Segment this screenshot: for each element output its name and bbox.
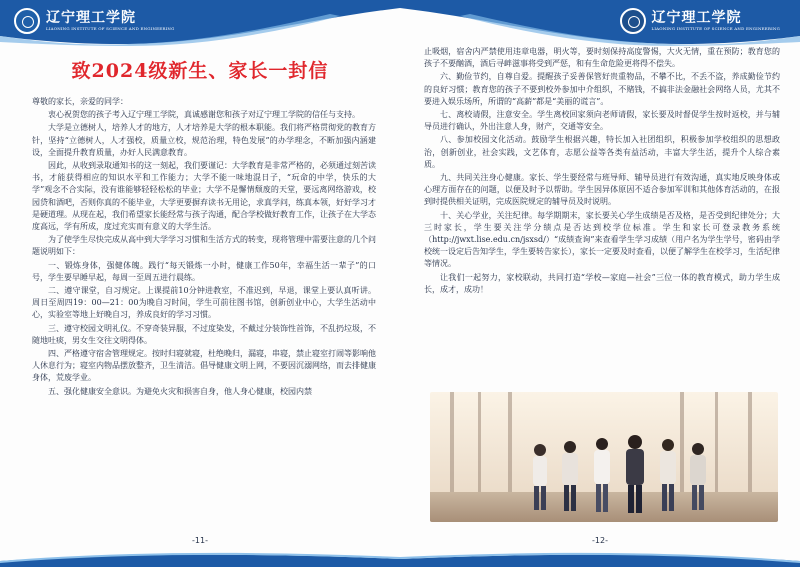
letter-body-left xyxy=(32,96,376,399)
paragraph: 让我们一起努力，家校联动，共同打造“学校—家庭—社会”三位一体的教育模式，助力学生成长，成才，成功！ xyxy=(424,272,780,294)
greeting: 尊敬的家长，亲爱的同学： xyxy=(32,97,128,106)
paragraph: 为了使学生尽快完成从高中到大学学习习惯和生活方式的转变，现将管理中需要注意的几个问题说明如下： xyxy=(32,235,376,257)
school-name-cn: 辽宁理工学院 xyxy=(651,10,742,26)
paragraph: 七、离校请假，注意安全。学生离校回家须向老师请假，家长要及时督促学生按时返校，并与辅导员进行确认，外出注意人身，财产，交通等安全。 xyxy=(424,110,780,132)
paragraph: 衷心祝贺您的孩子考入辽宁理工学院，真诚感谢您和孩子对辽宁理工学院的信任与支持。 xyxy=(48,110,360,120)
page-header xyxy=(0,0,400,46)
page-number: -12- xyxy=(592,536,608,545)
footer-wave xyxy=(400,551,800,567)
paragraph: 五、强化健康安全意识。为避免火灾和损害自身，他人身心健康，校园内禁 xyxy=(48,386,312,396)
letter-title: 致2024级新生、家长一封信 xyxy=(71,60,329,82)
school-logo xyxy=(14,8,175,34)
paragraph: 三、遵守校园文明礼仪。不穿奇装异服，不过度染发，不戴过分装饰性首饰，不乱扔垃圾，不随地吐痰，男女生交往文明得体。 xyxy=(32,323,376,345)
campus-students-photo xyxy=(430,392,778,522)
letter-body-right xyxy=(424,46,780,297)
paragraph: 八、参加校园文化活动。鼓励学生根据兴趣，特长加入社团组织，积极参加学校组织的思想政治，创新创业，社会实践，文艺体育，志愿公益等各类有益活动，丰富大学生活，提升个人综合素质。 xyxy=(424,135,780,169)
school-name-cn: 辽宁理工学院 xyxy=(46,10,136,26)
paragraph: 二、遵守课堂，自习规定。上课提前10分钟进教室，不准迟到，早退，课堂上要认真听讲。周日至周四19：00—21：00为晚自习时间，学生可前往图书馆，创新创业中心，大学生活动中心，实验室等地上好晚自习，养成良好的学习习惯。 xyxy=(32,286,376,320)
paragraph: 止吸烟，宿舍内严禁使用违章电器，明火等，要时刻保持高度警惕，大火无情，重在预防；教育您的孩子不要酗酒，酒后寻衅滋事将受到严惩，和有生命危险更将得不偿失。 xyxy=(424,47,780,69)
paragraph: 十、关心学业，关注纪律。每学期期末，家长要关心学生成绩是否及格，是否受到纪律处分；大三时家长，学生要关注学分绩点是否达到校学位标准。学生和家长可登录教务系统（http://jwxt.lise.edu.cn/jsxsd/）“成绩查询”来查看学生学习成绩（用户名为学生学号，密码由学校统一设定后告知学生，学生要转告家长），家长一定要及时查看，以便了解学生在校学习，生活纪律等情况。 xyxy=(424,210,780,269)
school-name-en: LIAONING INSTITUTE OF SCIENCE AND ENGINEERING xyxy=(651,26,780,31)
paragraph: 九、共同关注身心健康。家长、学生要经常与班导师、辅导员进行有效沟通，真实地反映身体或心理方面存在的问题，以便及时予以帮助。学生因异体原因不适合参加军训和其他体育活动的，在报到时提供相关证明，完成医院规定的辅导员及时说明。 xyxy=(424,173,780,207)
paragraph: 大学是立德树人，培养人才的地方，人才培养是大学的根本职能。我们将严格贯彻党的教育方针，坚持“立德树人，人才强校，质量立校，规范治理，特色发展”的办学理念，不断加强内涵建设，全面提升教育质量，办好人民满意教育。 xyxy=(32,123,376,157)
paragraph: 一、锻炼身体，强健体魄。践行“每天锻炼一小时，健康工作50年，幸福生活一辈子”的口号，学生要早睡早起，每周一至周五进行晨练。 xyxy=(32,260,376,282)
paragraph: 四、严格遵守宿舍管理规定。按时归寝就寝，杜绝晚归，漏寝，串寝，禁止寝室打闹等影响他人休息行为；寝室内物品摆放整齐，卫生清洁。倡导健康文明上网，不要因沉溺网络，而去排健康身体，荒废学业。 xyxy=(32,349,376,383)
page-right xyxy=(400,0,800,567)
school-seal-icon xyxy=(14,8,40,34)
school-seal-icon xyxy=(620,8,646,34)
paragraph: 因此，从收到录取通知书的这一刻起，我们要谨记：大学教育是非常严格的，必须通过刻苦读书，才能获得相应的知识水平和工作能力；大学不能一味地混日子，“玩命的中学，快乐的大学”观念不合实际，没有谁能够轻轻松松的毕业；大学不是懈情颓废的天堂，要远离网络游戏，校园贷和酒吧，否则你真的不能毕业，大学更要摒弃读书无用论，求真学问，练真本领，好好学习才是硬道理。从现在起，我们希望家长能经常与孩子沟通，配合学校做好教育工作，让孩子在大学态度高远，学有所成，度过充实而有意义的大学生活。 xyxy=(32,161,376,232)
footer-wave xyxy=(0,551,400,567)
page-header xyxy=(400,0,800,46)
school-name-en: LIAONING INSTITUTE OF SCIENCE AND ENGINEERING xyxy=(46,26,175,31)
school-logo xyxy=(620,8,781,34)
paragraph: 六、勤俭节约，自尊自爱。提醒孩子妥善保管好贵重物品，不攀不比，不丢不盗，养成勤俭节约的良好习惯；教育您的孩子不要到校外参加中介组织，不赌钱，不搞非法金融社会网络人员，尤其不要进入娱乐场所，所谓的“高薪”都是“美丽的谎言”。 xyxy=(424,72,780,106)
page-number: -11- xyxy=(192,536,208,545)
